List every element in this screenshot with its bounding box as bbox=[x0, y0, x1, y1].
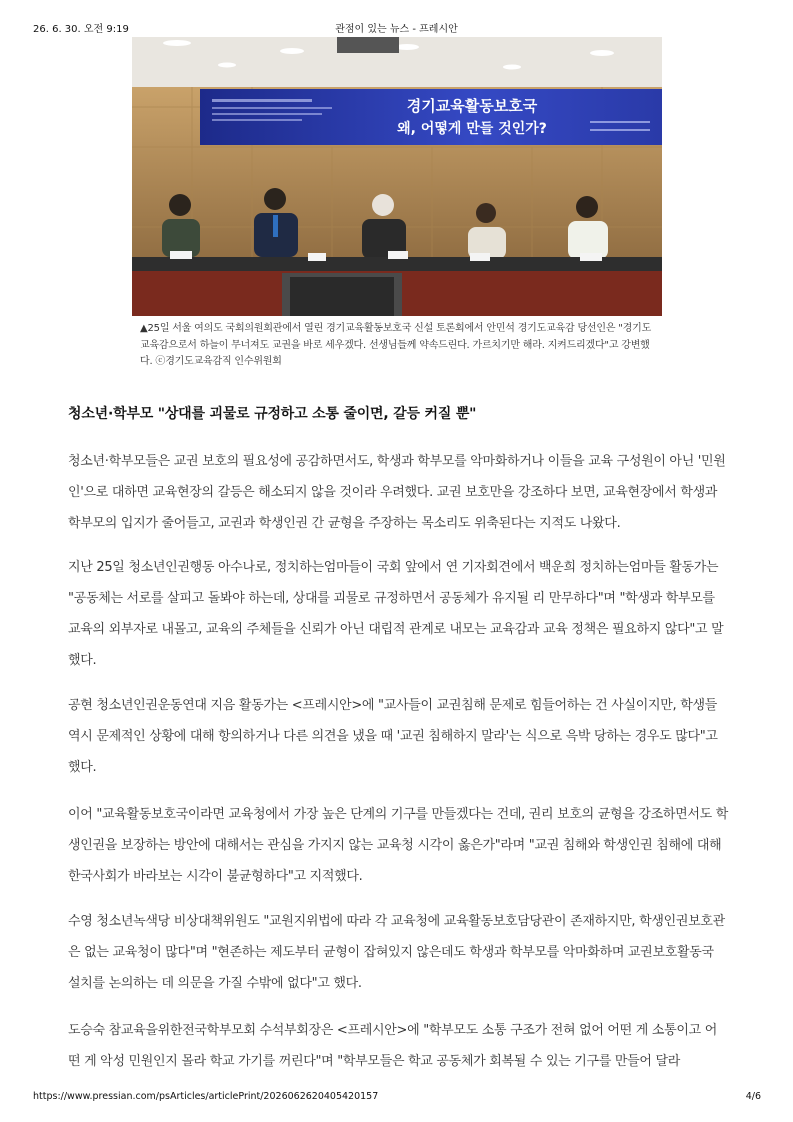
print-header bbox=[0, 20, 793, 36]
banner-subtitle: 왜, 어떻게 만들 것인가? bbox=[397, 121, 547, 137]
article-paragraph: 도승숙 참교육을위한전국학부모회 수석부회장은 <프레시안>에 "학부모도 소통 구조가 전혀 없어 어떤 게 소통이고 어떤 게 악성 민원인지 몰라 학교 가기를 꺼린다"며 "학부모들은 학교 공동체가 회복될 수 있는 기구를 만들어 달라 bbox=[68, 1023, 717, 1069]
print-datetime: 26. 6. 30. 오전 9:19 bbox=[33, 24, 129, 35]
article-paragraph: 공현 청소년인권운동연대 지음 활동가는 <프레시안>에 "교사들이 교권침해 문제로 힘들어하는 건 사실이지만, 학생들 역시 문제적인 상황에 대해 항의하거나 다른 의견을 냈을 때 '교권 침해하지 말라'는 식으로 윽박 당하는 경우도 많다"고 했다. bbox=[68, 698, 718, 775]
page-number: 4/6 bbox=[745, 1091, 761, 1102]
photo-caption: ▲25일 서울 여의도 국회의원회관에서 열린 경기교육활동보호국 신설 토론회에서 안민석 경기도교육감 당선인은 "경기도교육감으로서 하늘이 무너져도 교권을 바로 세우겠다. 선생님들께 약속드린다. 가르치기만 해라. 지켜드리겠다"고 강변했다. ⓒ경기도교육감직 인수위원회 bbox=[140, 323, 652, 367]
section-subheading: 청소년·학부모 "상대를 괴물로 규정하고 소통 줄이면, 갈등 커질 뿐" bbox=[68, 406, 477, 422]
banner-title: 경기교육활동보호국 bbox=[406, 97, 538, 115]
article-paragraph: 지난 25일 청소년인권행동 아수나로, 정치하는엄마들이 국회 앞에서 연 기자회견에서 백운희 정치하는엄마들 활동가는 "공동체는 서로를 살피고 돌봐야 하는데, 상대를 괴물로 규정하면서 공동체가 유지될 리 만무하다"며 "학생과 학부모를 교육의 외부자로 내몰고, 교육의 주체들을 신뢰가 아닌 대립적 관계로 내모는 교육감과 교육 정책은 필요하지 않다"고 말했다. bbox=[68, 560, 724, 668]
article-url: https://www.pressian.com/psArticles/articlePrint/2026062620405420157 bbox=[33, 1091, 379, 1102]
print-page-title: 관점이 있는 뉴스 - 프레시안 bbox=[335, 24, 458, 35]
article-paragraph: 이어 "교육활동보호국이라면 교육청에서 가장 높은 단계의 기구를 만들겠다는 건데, 권리 보호의 균형을 강조하면서도 학생인권을 보장하는 방안에 대해서는 관심을 가지지 않는 교육청 시각이 옳은가"라며 "교권 침해와 학생인권 침해에 대해 한국사회가 바라보는 시각이 불균형하다"고 지적했다. bbox=[68, 807, 728, 884]
article-paragraph: 청소년·학부모들은 교권 보호의 필요성에 공감하면서도, 학생과 학부모를 악마화하거나 이들을 교육 구성원이 아닌 '민원인'으로 대하면 교육현장의 갈등은 해소되지 않을 것이라 우려했다. 교권 보호만을 강조하다 보면, 교육현장에서 학생과 학부모의 입지가 줄어들고, 교권과 학생인권 간 균형을 주장하는 목소리도 위축된다는 지적도 나왔다. bbox=[68, 454, 726, 531]
article-photo bbox=[132, 37, 662, 316]
article-paragraph: 수영 청소년녹색당 비상대책위원도 "교원지위법에 따라 각 교육청에 교육활동보호담당관이 존재하지만, 학생인권보호관은 없는 교육청이 많다"며 "현존하는 제도부터 균형이 잡혀있지 않은데도 학생과 학부모를 악마화하며 교권보호활동국 설치를 논의하는 데 의문을 가질 수밖에 없다"고 했다. bbox=[68, 914, 725, 991]
